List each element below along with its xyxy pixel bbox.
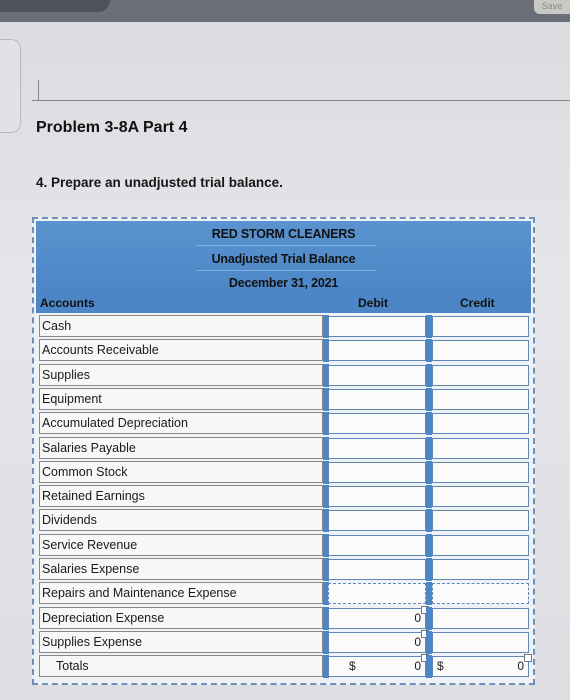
account-name: Accumulated Depreciation	[39, 412, 323, 434]
debit-input[interactable]	[328, 486, 426, 507]
page	[0, 22, 570, 700]
table-row	[36, 631, 531, 654]
credit-input[interactable]	[432, 316, 529, 337]
debit-input[interactable]	[328, 510, 426, 531]
table-row	[36, 412, 531, 435]
table-row	[36, 509, 531, 532]
debit-input[interactable]	[328, 559, 426, 580]
table-row	[36, 339, 531, 362]
debit-input[interactable]	[328, 389, 426, 410]
problem-instruction: 4. Prepare an unadjusted trial balance.	[36, 175, 283, 190]
account-name: Salaries Expense	[39, 558, 323, 580]
credit-input[interactable]	[432, 559, 529, 580]
column-header-row	[36, 293, 531, 313]
credit-input[interactable]	[432, 583, 529, 604]
table-row	[36, 558, 531, 581]
worksheet-header	[36, 221, 531, 293]
rule-line	[32, 100, 570, 101]
header-separator	[196, 270, 376, 271]
credit-input[interactable]	[432, 608, 529, 629]
credit-input[interactable]	[432, 438, 529, 459]
rule-tick	[38, 80, 39, 100]
header-separator	[196, 245, 376, 246]
table-row	[36, 388, 531, 411]
account-name: Supplies	[39, 364, 323, 386]
top-bar	[0, 0, 570, 22]
account-name: Depreciation Expense	[39, 607, 323, 629]
credit-column-header: Credit	[460, 296, 495, 310]
debit-input[interactable]	[328, 535, 426, 556]
totals-row	[36, 655, 531, 678]
debit-input[interactable]	[328, 462, 426, 483]
company-name: RED STORM CLEANERS	[211, 227, 356, 241]
account-name: Supplies Expense	[39, 631, 323, 653]
totals-label: Totals	[39, 655, 323, 677]
save-button[interactable]: Save	[534, 0, 570, 14]
credit-input[interactable]	[432, 632, 529, 653]
account-name: Salaries Payable	[39, 437, 323, 459]
account-name: Repairs and Maintenance Expense	[39, 582, 323, 604]
account-name: Dividends	[39, 509, 323, 531]
credit-input[interactable]	[432, 535, 529, 556]
trial-balance-worksheet	[32, 217, 535, 685]
debit-value: 0	[414, 635, 421, 649]
total-credit	[432, 656, 529, 677]
table-row	[36, 582, 531, 605]
account-name: Accounts Receivable	[39, 339, 323, 361]
account-name: Cash	[39, 315, 323, 337]
debit-input[interactable]	[328, 413, 426, 434]
credit-input[interactable]	[432, 340, 529, 361]
account-name: Equipment	[39, 388, 323, 410]
table-row	[36, 364, 531, 387]
account-name: Retained Earnings	[39, 485, 323, 507]
total-debit-value: 0	[414, 659, 421, 673]
debit-input[interactable]	[328, 365, 426, 386]
debit-input[interactable]	[328, 316, 426, 337]
currency-symbol: $	[349, 659, 356, 673]
debit-input[interactable]	[328, 632, 426, 653]
debit-input[interactable]	[328, 608, 426, 629]
assignment-pill	[0, 0, 110, 12]
table-row	[36, 461, 531, 484]
currency-symbol: $	[437, 659, 444, 673]
credit-input[interactable]	[432, 413, 529, 434]
credit-input[interactable]	[432, 486, 529, 507]
cell-marker	[524, 654, 532, 662]
report-name: Unadjusted Trial Balance	[211, 252, 356, 266]
answer-box[interactable]	[0, 39, 21, 133]
table-row	[36, 315, 531, 338]
credit-input[interactable]	[432, 389, 529, 410]
account-name: Common Stock	[39, 461, 323, 483]
debit-input[interactable]	[328, 438, 426, 459]
debit-value: 0	[414, 611, 421, 625]
debit-input[interactable]	[328, 340, 426, 361]
credit-input[interactable]	[432, 365, 529, 386]
table-row	[36, 534, 531, 557]
table-row	[36, 607, 531, 630]
debit-column-header: Debit	[358, 296, 388, 310]
problem-title: Problem 3-8A Part 4	[36, 119, 188, 136]
account-name: Service Revenue	[39, 534, 323, 556]
table-row	[36, 485, 531, 508]
debit-input[interactable]	[328, 583, 426, 604]
table-row	[36, 437, 531, 460]
credit-input[interactable]	[432, 510, 529, 531]
total-debit	[328, 656, 426, 677]
accounts-column-header: Accounts	[40, 296, 95, 310]
total-credit-value: 0	[517, 659, 524, 673]
report-date: December 31, 2021	[228, 276, 339, 290]
credit-input[interactable]	[432, 462, 529, 483]
